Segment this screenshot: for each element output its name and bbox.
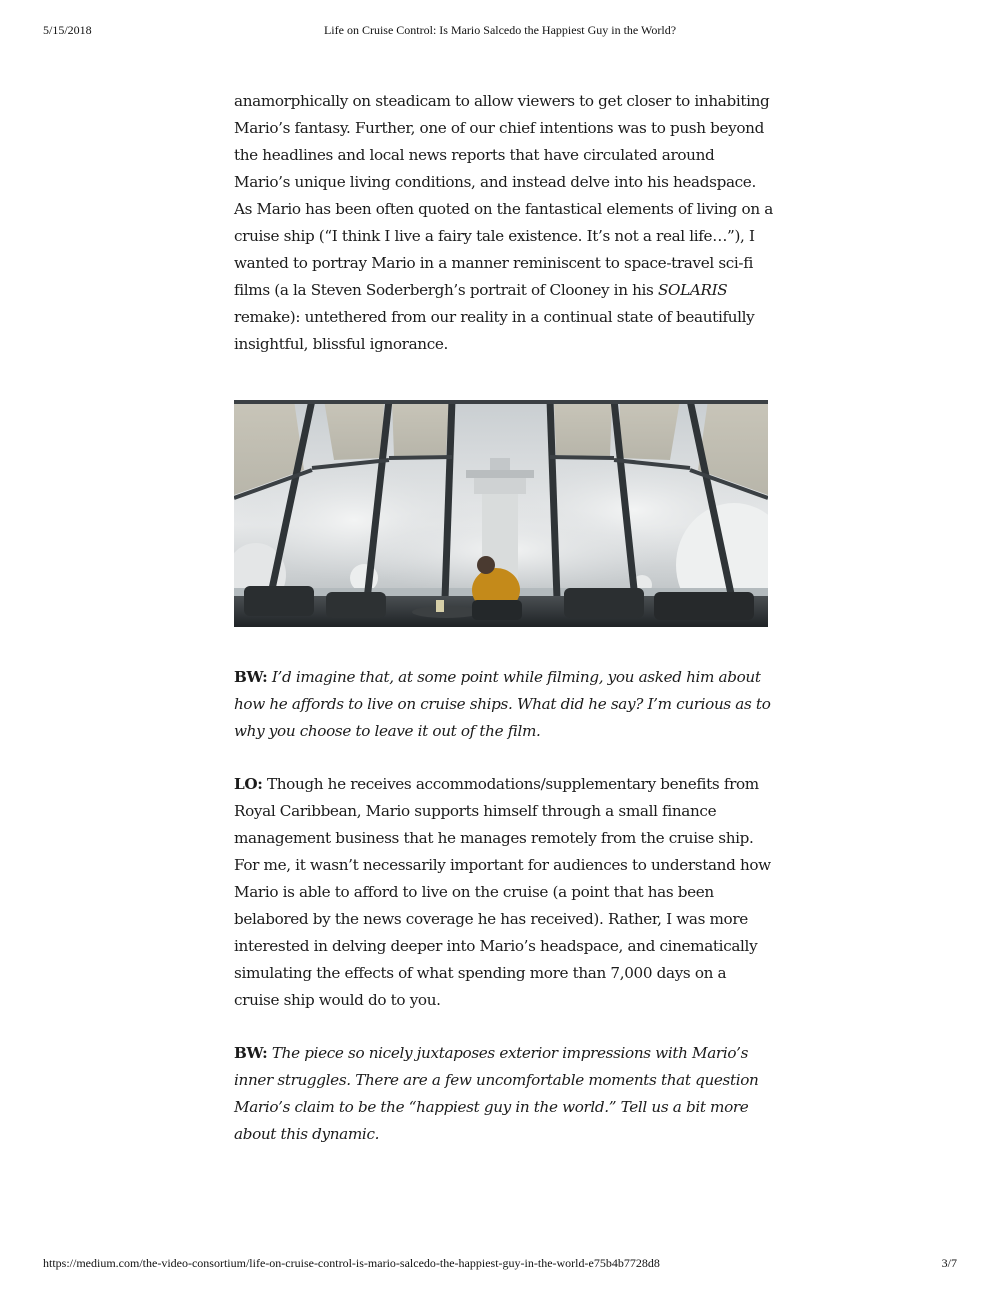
qa-question-1 xyxy=(234,664,774,745)
intro-text-after: remake): untethered from our reality in a continual state of beautifully insightful, blissful ignorance. xyxy=(234,308,755,353)
speaker-label: BW: xyxy=(234,668,268,686)
print-footer xyxy=(0,1256,1000,1274)
interview-section xyxy=(234,664,774,1148)
question-text: The piece so nicely juxtaposes exterior impressions with Mario’s inner struggles. There are a few uncomfortable moments that question Mario’s claim to be the “happiest guy in the world.” Tell us a bit more about this dynamic. xyxy=(234,1044,759,1143)
print-page-number: 3/7 xyxy=(941,1256,957,1270)
qa-question-2 xyxy=(234,1040,774,1148)
print-header xyxy=(0,23,1000,41)
speaker-label: BW: xyxy=(234,1044,268,1062)
intro-text-before: anamorphically on steadicam to allow viewers to get closer to inhabiting Mario’s fantasy. Further, one of our chief intentions was to push beyond the headlines and local news reports that have circulated around Mario’s unique living conditions, and instead delve into his headspace. As Mario has been often quoted on the fantastical elements of living on a cruise ship (“I think I live a fairy tale existence. It’s not a real life…”), I wanted to portray Mario in a manner reminiscent to space-travel sci-fi films (a la Steven Soderbergh’s portrait of Clooney in his xyxy=(234,92,773,299)
answer-text: Though he receives accommodations/supplementary benefits from Royal Caribbean, Mario supports himself through a small finance management business that he manages remotely from the cruise ship. For me, it wasn’t necessarily important for audiences to understand how Mario is able to afford to live on the cruise (a point that has been belabored by the news coverage he has received). Rather, I was more interested in delving deeper into Mario’s headspace, and cinematically simulating the effects of what spending more than 7,000 days on a cruise ship would do to you. xyxy=(234,775,771,1009)
article-image xyxy=(234,400,768,627)
print-page-title: Life on Cruise Control: Is Mario Salcedo the Happiest Guy in the World? xyxy=(323,23,677,37)
print-date: 5/15/2018 xyxy=(43,23,92,37)
question-text: I’d imagine that, at some point while filming, you asked him about how he affords to live on cruise ships. What did he say? I’m curious as to why you choose to leave it out of the film. xyxy=(234,668,771,740)
speaker-label: LO: xyxy=(234,775,263,793)
print-url: https://medium.com/the-video-consortium/life-on-cruise-control-is-mario-salcedo-the-happiest-guy-in-the-world-e75b4b7728d8 xyxy=(43,1256,660,1270)
film-title-italic: SOLARIS xyxy=(657,281,728,299)
intro-paragraph xyxy=(234,88,774,358)
qa-answer-1 xyxy=(234,771,774,1014)
article-body xyxy=(234,88,774,358)
cruise-lounge-still xyxy=(234,400,768,627)
